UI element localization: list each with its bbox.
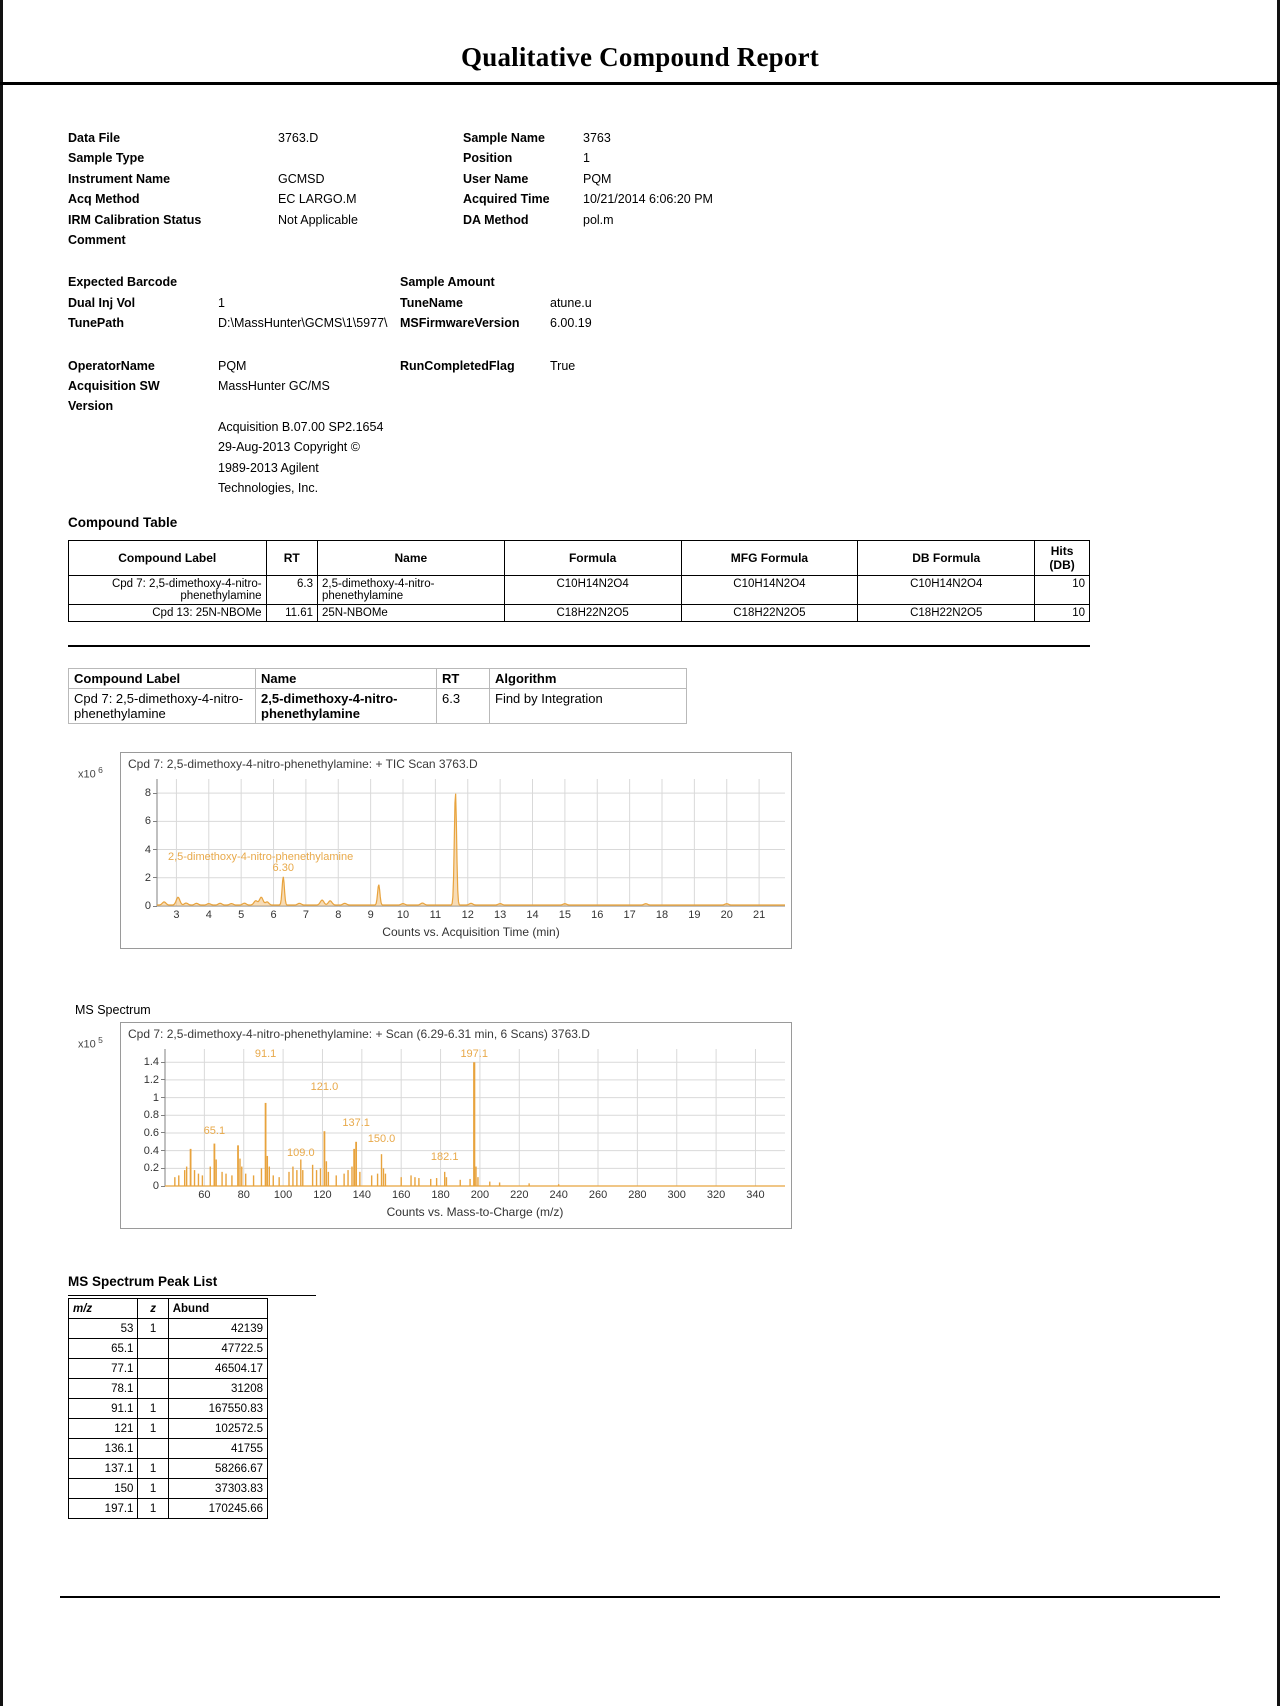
col-rt: RT [266, 541, 317, 576]
metadata-value: Not Applicable [278, 212, 358, 227]
cell-z [138, 1439, 168, 1459]
x-tick-label: 160 [392, 1189, 411, 1201]
y-tick-label: 6 [144, 815, 151, 828]
peak-list-heading: MS Spectrum Peak List [68, 1274, 218, 1289]
detail-rt: 6.3 [437, 689, 490, 724]
x-tick-label: 21 [752, 909, 766, 921]
cell-abund: 170245.66 [168, 1499, 267, 1519]
tic-y-axis-unit [78, 765, 103, 781]
tic-plot-area [121, 753, 791, 948]
metadata-label: TuneName [400, 295, 463, 310]
cell-abund: 167550.83 [168, 1399, 267, 1419]
compound-table [68, 540, 1090, 622]
metadata-value: 3763 [583, 131, 611, 145]
cell-mz: 65.1 [69, 1339, 138, 1359]
compound-detail-table [68, 668, 687, 724]
x-tick-label: 19 [688, 909, 701, 921]
acquisition-sw-version-lines [218, 417, 1088, 499]
x-tick-label: 140 [352, 1189, 371, 1201]
table-row [69, 1339, 268, 1359]
peak-col-mz: m/z [69, 1299, 138, 1319]
y-tick-label: 1.4 [143, 1056, 159, 1069]
y-tick-label: 1 [152, 1091, 159, 1104]
y-tick-label: 0.8 [143, 1109, 159, 1122]
table-row [69, 1479, 268, 1499]
y-tick-label: 1.2 [143, 1073, 159, 1086]
table-row [69, 1319, 268, 1339]
cell-z: 1 [138, 1459, 168, 1479]
y-tick-mark [153, 793, 157, 794]
y-tick-label: 4 [144, 843, 151, 856]
metadata-label: Sample Name [463, 131, 545, 145]
x-tick-label: 340 [746, 1189, 765, 1201]
y-tick-mark [153, 906, 157, 907]
x-tick-label: 11 [429, 909, 442, 921]
col-hits-db [1035, 541, 1090, 576]
metadata-row [68, 230, 1088, 250]
cell-compound-label: Cpd 7: 2,5-dimethoxy-4-nitro-phenethylamine [69, 576, 267, 605]
x-tick-label: 3 [173, 909, 180, 921]
y-tick-label: 0 [144, 900, 151, 912]
metadata-label [400, 396, 550, 416]
cell-mz: 91.1 [69, 1399, 138, 1419]
table-row [69, 1459, 268, 1479]
metadata-row [68, 376, 1088, 396]
cell-mz: 53 [69, 1319, 138, 1339]
x-tick-label: 13 [494, 909, 507, 921]
ms-spectrum-chart [120, 1022, 792, 1229]
metadata-row [68, 128, 1088, 148]
metadata-label: Position [463, 151, 513, 166]
metadata-value [583, 230, 1088, 250]
metadata-block-operator [68, 356, 1088, 417]
x-tick-label: 320 [706, 1189, 726, 1201]
cell-hits: 10 [1035, 576, 1090, 605]
cell-rt: 11.61 [266, 605, 317, 622]
cell-mz: 137.1 [69, 1459, 138, 1479]
footer-divider [60, 1596, 1220, 1598]
metadata-row [68, 293, 1088, 313]
compound-table-body [69, 576, 1090, 622]
x-tick-label: 80 [237, 1189, 250, 1201]
cell-name: 25N-NBOMe [318, 605, 505, 622]
cell-db-formula: C10H14N2O4 [858, 576, 1035, 605]
y-tick-mark [161, 1132, 165, 1133]
cell-hits: 10 [1035, 605, 1090, 622]
metadata-row [68, 169, 1088, 189]
x-tick-label: 220 [510, 1189, 529, 1201]
metadata-label: Instrument Name [68, 171, 171, 186]
page-title: Qualitative Compound Report [461, 42, 819, 72]
y-tick-mark [153, 849, 157, 850]
x-tick-label: 260 [588, 1189, 608, 1201]
tic-chromatogram-x-axis-label: Counts vs. Acquisition Time (min) [382, 925, 560, 939]
sw-version-line: Technologies, Inc. [218, 481, 319, 496]
peak-annotation: 121.0 [310, 1081, 339, 1094]
peak-list-rule [68, 1295, 316, 1296]
peak-annotation: 197.1 [460, 1048, 488, 1061]
ms-spectrum-heading: MS Spectrum [75, 1003, 151, 1017]
metadata-label: Sample Amount [400, 275, 495, 290]
metadata-row [68, 356, 1088, 376]
cell-mz: 150 [69, 1479, 138, 1499]
table-row [69, 576, 1090, 605]
metadata-row [68, 396, 1088, 416]
ms-plot-area [121, 1023, 791, 1228]
metadata-value: 3763.D [278, 131, 319, 145]
ms-peak-list-table [68, 1298, 268, 1519]
metadata-label: Version [68, 399, 114, 414]
sw-version-line: 1989-2013 Agilent [218, 460, 319, 475]
metadata-label: MSFirmwareVersion [400, 316, 520, 331]
metadata-value [278, 230, 463, 250]
metadata-value: GCMSD [278, 171, 325, 186]
x-tick-label: 10 [396, 909, 410, 921]
cell-z: 1 [138, 1319, 168, 1339]
title-area [0, 0, 1280, 73]
metadata-value [550, 396, 1088, 416]
compound-detail-header-row [69, 669, 687, 689]
peak-annotation: 150.0 [367, 1133, 396, 1146]
y-tick-mark [161, 1168, 165, 1169]
metadata-label: Comment [68, 233, 126, 248]
metadata-row [68, 272, 1088, 292]
cell-formula: C10H14N2O4 [504, 576, 681, 605]
cell-abund: 41755 [168, 1439, 267, 1459]
y-tick-mark [161, 1115, 165, 1116]
metadata-label: Sample Type [68, 151, 145, 166]
metadata-label: DA Method [463, 212, 529, 227]
compound-detail-header [69, 669, 687, 689]
metadata-label: Acq Method [68, 192, 140, 207]
y-tick-mark [161, 1097, 165, 1098]
metadata-label: Acquisition SW [68, 379, 160, 394]
table-row [69, 1439, 268, 1459]
cell-abund: 46504.17 [168, 1359, 267, 1379]
x-tick-label: 7 [302, 909, 309, 921]
y-tick-label: 0 [152, 1180, 159, 1192]
metadata-block-acquisition [68, 128, 1088, 250]
peak-annotation: 6.30 [272, 862, 294, 875]
cell-mz: 77.1 [69, 1359, 138, 1379]
col-mfg-formula: MFG Formula [681, 541, 858, 576]
metadata-label: OperatorName [68, 358, 155, 373]
metadata-value: True [550, 358, 576, 373]
x-tick-label: 20 [720, 909, 733, 921]
cell-abund: 42139 [168, 1319, 267, 1339]
x-tick-label: 5 [238, 909, 245, 921]
cell-mfg-formula: C18H22N2O5 [681, 605, 858, 622]
ms-spectrum-x-axis-label: Counts vs. Mass-to-Charge (m/z) [386, 1205, 564, 1219]
metadata-label [463, 230, 583, 250]
metadata-value: 10/21/2014 6:06:20 PM [583, 192, 713, 207]
x-tick-label: 17 [623, 909, 636, 921]
x-tick-label: 300 [667, 1189, 686, 1201]
y-tick-label: 0.2 [143, 1162, 159, 1175]
y-tick-mark [161, 1150, 165, 1151]
ms-y-axis-unit [78, 1035, 103, 1051]
compound-table-heading: Compound Table [68, 515, 178, 530]
peak-annotation: 137.1 [342, 1117, 370, 1130]
metadata-value [218, 272, 400, 292]
peak-list-header [69, 1299, 268, 1319]
sw-version-line: 29-Aug-2013 Copyright © [218, 440, 360, 455]
title-divider [0, 82, 1280, 85]
cell-compound-label: Cpd 13: 25N-NBOMe [69, 605, 267, 622]
peak-annotation: 65.1 [203, 1124, 226, 1137]
peak-col-abund: Abund [168, 1299, 267, 1319]
col-compound-label: Compound Label [69, 541, 267, 576]
cell-mz: 121 [69, 1419, 138, 1439]
cell-mz: 136.1 [69, 1439, 138, 1459]
metadata-value: atune.u [550, 295, 592, 310]
cell-z: 1 [138, 1479, 168, 1499]
table-row [69, 1379, 268, 1399]
cell-abund: 58266.67 [168, 1459, 267, 1479]
x-tick-label: 12 [461, 909, 474, 921]
x-tick-label: 280 [628, 1189, 647, 1201]
metadata-value: 1 [218, 295, 225, 310]
col-db-formula: DB Formula [858, 541, 1035, 576]
metadata-value: PQM [218, 358, 247, 373]
cell-abund: 37303.83 [168, 1479, 267, 1499]
y-tick-mark [161, 1079, 165, 1080]
x-tick-label: 14 [526, 909, 539, 921]
metadata-label: RunCompletedFlag [400, 358, 515, 373]
cell-z [138, 1379, 168, 1399]
x-tick-label: 100 [273, 1189, 293, 1201]
metadata-value [550, 272, 1088, 292]
detail-name: 2,5-dimethoxy-4-nitro-phenethylamine [256, 689, 437, 724]
x-tick-label: 240 [549, 1189, 568, 1201]
detail-algorithm: Find by Integration [490, 689, 687, 724]
y-unit-prefix: x10 [78, 1038, 96, 1051]
cell-rt: 6.3 [266, 576, 317, 605]
metadata-value [218, 396, 400, 416]
section-divider [68, 645, 1090, 647]
x-tick-label: 16 [591, 909, 604, 921]
metadata-label: Data File [68, 131, 121, 145]
metadata-section [68, 128, 1088, 499]
cell-z: 1 [138, 1499, 168, 1519]
cell-abund: 102572.5 [168, 1419, 267, 1439]
y-tick-label: 0.6 [143, 1126, 159, 1139]
metadata-value [278, 148, 463, 168]
y-tick-mark [153, 877, 157, 878]
detail-col-algorithm: Algorithm [490, 669, 687, 689]
cell-mz: 197.1 [69, 1499, 138, 1519]
col-name: Name [318, 541, 505, 576]
metadata-label: Dual Inj Vol [68, 295, 136, 310]
x-tick-label: 60 [198, 1189, 211, 1201]
table-row [69, 605, 1090, 622]
peak-list-body [69, 1319, 268, 1519]
y-tick-mark [161, 1062, 165, 1063]
compound-detail-body [69, 689, 687, 724]
metadata-value: 1 [583, 151, 590, 166]
peak-annotation: 2,5-dimethoxy-4-nitro-phenethylamine [167, 850, 354, 863]
compound-table-header-row [69, 541, 1090, 576]
metadata-label: Acquired Time [463, 192, 550, 207]
y-tick-mark [153, 821, 157, 822]
metadata-value: 6.00.19 [550, 316, 592, 331]
table-row [69, 689, 687, 724]
col-hits-line1: Hits [1050, 544, 1074, 558]
detail-compound-label: Cpd 7: 2,5-dimethoxy-4-nitro-phenethylamine [69, 689, 256, 724]
table-row [69, 1499, 268, 1519]
cell-z [138, 1359, 168, 1379]
table-row [69, 1399, 268, 1419]
metadata-row [68, 313, 1088, 333]
x-tick-label: 180 [431, 1189, 450, 1201]
metadata-row [68, 210, 1088, 230]
tic-chart-title: Cpd 7: 2,5-dimethoxy-4-nitro-phenethylamine: + TIC Scan 3763.D [128, 757, 478, 771]
cell-formula: C18H22N2O5 [504, 605, 681, 622]
col-formula: Formula [504, 541, 681, 576]
col-hits-line2: (DB) [1049, 558, 1075, 572]
cell-z: 1 [138, 1419, 168, 1439]
metadata-value: PQM [583, 171, 612, 186]
metadata-value: D:\MassHunter\GCMS\1\5977\ [218, 316, 388, 331]
peak-col-z: z [138, 1299, 168, 1319]
cell-abund: 31208 [168, 1379, 267, 1399]
y-unit-prefix: x10 [78, 768, 96, 781]
cell-abund: 47722.5 [168, 1339, 267, 1359]
metadata-value: MassHunter GC/MS [218, 379, 330, 394]
cell-db-formula: C18H22N2O5 [858, 605, 1035, 622]
metadata-label: Expected Barcode [68, 275, 178, 290]
metadata-label: IRM Calibration Status [68, 212, 202, 227]
cell-mfg-formula: C10H14N2O4 [681, 576, 858, 605]
x-tick-label: 6 [270, 909, 277, 921]
y-unit-exponent: 6 [95, 765, 103, 775]
metadata-value [550, 376, 1088, 396]
cell-z: 1 [138, 1399, 168, 1419]
y-tick-label: 2 [144, 871, 151, 884]
x-tick-label: 8 [335, 909, 342, 921]
metadata-row [68, 189, 1088, 209]
tic-chromatogram-chart [120, 752, 792, 949]
y-unit-exponent: 5 [95, 1035, 103, 1045]
x-tick-label: 18 [655, 909, 669, 921]
x-tick-label: 9 [367, 909, 374, 921]
x-tick-label: 200 [470, 1189, 490, 1201]
cell-name: 2,5-dimethoxy-4-nitro-phenethylamine [318, 576, 505, 605]
y-tick-mark [161, 1186, 165, 1187]
x-tick-label: 120 [313, 1189, 332, 1201]
metadata-value: pol.m [583, 212, 614, 227]
peak-list-header-row [69, 1299, 268, 1319]
metadata-row [68, 148, 1088, 168]
y-tick-label: 0.4 [143, 1144, 159, 1157]
metadata-label: TunePath [68, 316, 125, 331]
page-left-edge [0, 0, 3, 1706]
compound-table-header [69, 541, 1090, 576]
cell-z [138, 1339, 168, 1359]
sw-version-line: Acquisition B.07.00 SP2.1654 [218, 419, 384, 434]
peak-annotation: 91.1 [254, 1048, 277, 1061]
metadata-block-barcode [68, 272, 1088, 333]
metadata-label: User Name [463, 171, 529, 186]
peak-annotation: 182.1 [430, 1151, 459, 1164]
x-tick-label: 15 [558, 909, 571, 921]
cell-mz: 78.1 [69, 1379, 138, 1399]
metadata-label [400, 376, 550, 396]
metadata-value: EC LARGO.M [278, 192, 357, 207]
table-row [69, 1419, 268, 1439]
y-tick-label: 8 [144, 787, 151, 800]
ms-chart-title: Cpd 7: 2,5-dimethoxy-4-nitro-phenethylamine: + Scan (6.29-6.31 min, 6 Scans) 3763.D [128, 1027, 590, 1041]
detail-col-compound-label: Compound Label [69, 669, 256, 689]
detail-col-rt: RT [437, 669, 490, 689]
detail-col-name: Name [256, 669, 437, 689]
table-row [69, 1359, 268, 1379]
peak-annotation: 109.0 [287, 1147, 315, 1160]
x-tick-label: 4 [205, 909, 212, 921]
